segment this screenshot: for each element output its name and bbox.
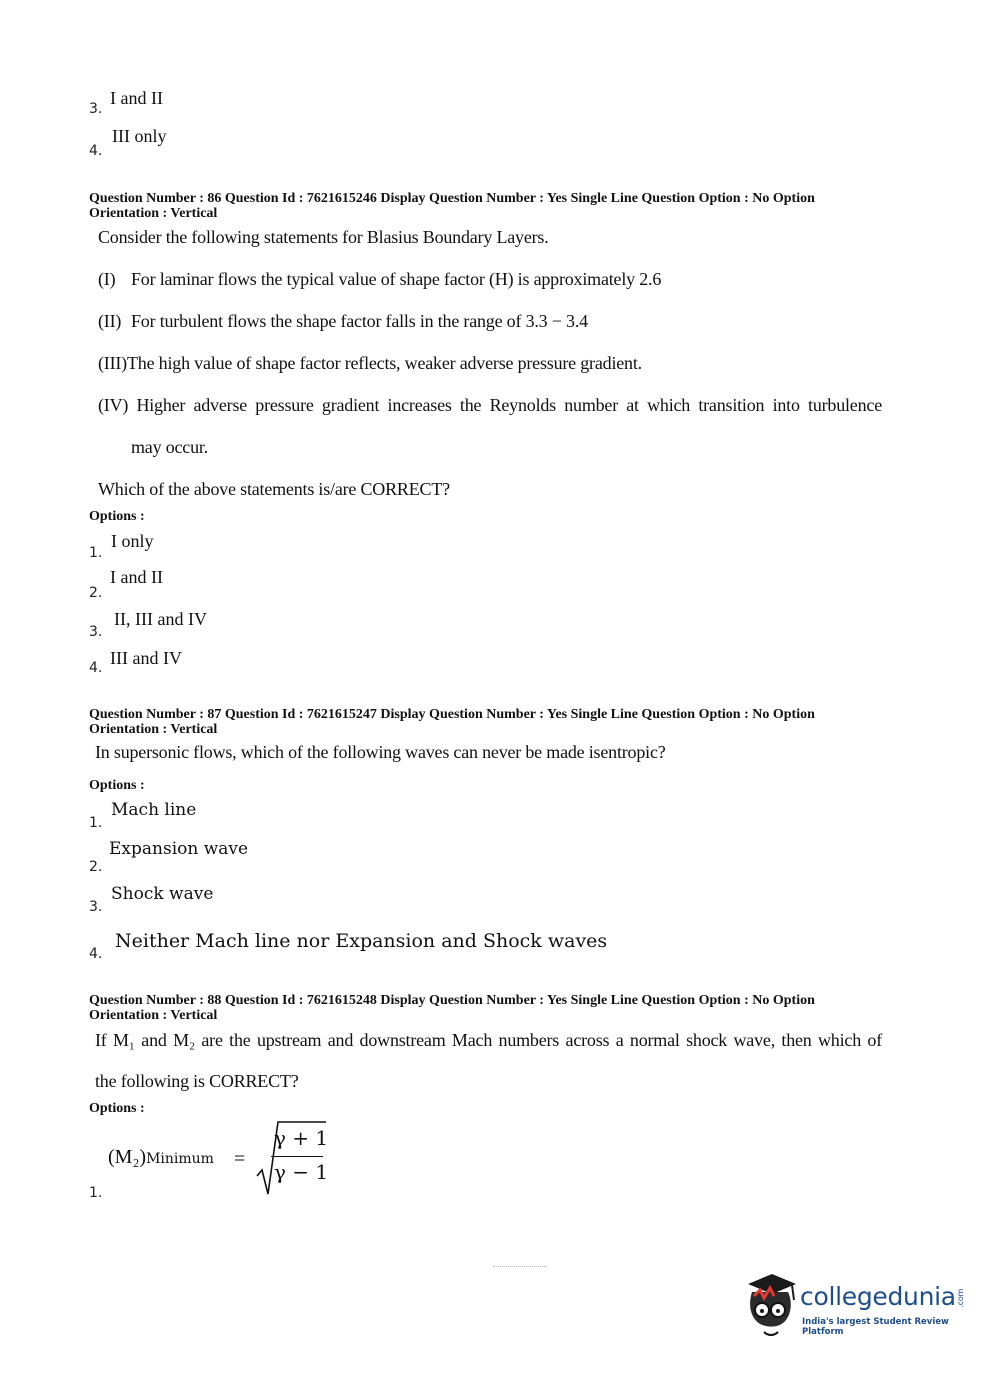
option-text: Neither Mach line nor Expansion and Shock waves xyxy=(115,930,608,952)
formula-equals: = xyxy=(234,1148,246,1170)
formula-lhs-subscript: Minimum xyxy=(146,1151,214,1167)
question-prompt: Which of the above statements is/are CORRECT? xyxy=(98,479,450,499)
option-number: 1. xyxy=(89,815,103,831)
option-number: 4. xyxy=(89,660,103,676)
question-meta xyxy=(89,191,889,221)
logo-suffix: .com xyxy=(955,1288,965,1308)
option-number: 4. xyxy=(89,946,103,962)
question-stem: If M₁ and M₂ are the upstream and downstream Mach numbers across a normal shock wave, then which of xyxy=(95,1030,882,1050)
question-meta-line: Orientation : Vertical xyxy=(89,722,218,737)
question-meta xyxy=(89,707,889,737)
question-meta-line: Orientation : Vertical xyxy=(89,206,218,221)
question-meta xyxy=(89,993,889,1023)
option-number: 2. xyxy=(89,585,103,601)
statement-tag: (III) xyxy=(98,353,127,373)
option-text: III and IV xyxy=(110,648,182,668)
statement-line xyxy=(98,395,882,416)
logo-name: collegedunia xyxy=(800,1282,956,1311)
mascot-logo-icon xyxy=(742,1270,802,1340)
option-number: 4. xyxy=(89,143,103,159)
statement-item xyxy=(98,353,642,374)
option-text: I and II xyxy=(110,567,163,587)
logo-wordmark xyxy=(800,1282,965,1311)
statement-item xyxy=(98,311,588,332)
question-meta-line: Question Number : 88 Question Id : 7621615248 Display Question Number : Yes Single Line Question Option : No Option xyxy=(89,993,815,1008)
options-label: Options : xyxy=(89,778,145,793)
question-stem-continuation: the following is CORRECT? xyxy=(95,1071,299,1091)
statement-tag: (II) xyxy=(98,311,122,331)
question-meta-line: Question Number : 87 Question Id : 7621615247 Display Question Number : Yes Single Line Question Option : No Option xyxy=(89,707,815,722)
option-number: 3. xyxy=(89,101,103,117)
statement-item xyxy=(98,269,661,290)
question-meta-line: Question Number : 86 Question Id : 7621615246 Display Question Number : Yes Single Line Question Option : No Option xyxy=(89,191,815,206)
option-text: I and II xyxy=(110,88,163,108)
logo-tagline: India's largest Student Review Platform xyxy=(802,1317,949,1337)
option-number: 3. xyxy=(89,624,103,640)
options-label: Options : xyxy=(89,1101,145,1116)
statement-item xyxy=(98,395,882,416)
question-stem: In supersonic flows, which of the following waves can never be made isentropic? xyxy=(95,742,666,762)
statement-tag: (I) xyxy=(98,269,116,289)
option-number: 1. xyxy=(89,1185,103,1201)
question-stem: Consider the following statements for Blasius Boundary Layers. xyxy=(98,227,549,247)
statement-text: For laminar flows the typical value of shape factor (H) is approximately 2.6 xyxy=(131,269,662,289)
option-text: I only xyxy=(111,531,154,551)
options-label: Options : xyxy=(89,509,145,524)
formula-numerator: γ + 1 xyxy=(274,1126,329,1150)
option-number: 1. xyxy=(89,545,103,561)
question-meta-line: Orientation : Vertical xyxy=(89,1008,218,1023)
formula-lhs xyxy=(108,1146,214,1169)
statement-text: The high value of shape factor reflects, weaker adverse pressure gradient. xyxy=(126,353,642,373)
collegedunia-logo xyxy=(742,1270,972,1340)
statement-continuation: may occur. xyxy=(131,437,208,457)
option-text: Expansion wave xyxy=(109,839,249,859)
formula-lhs-var: (M₂) xyxy=(108,1146,147,1168)
option-number: 2. xyxy=(89,859,103,875)
fraction-bar xyxy=(271,1156,323,1157)
statement-text: Higher adverse pressure gradient increases the Reynolds number at which transition into turbulence xyxy=(136,395,882,415)
option-text: II, III and IV xyxy=(114,609,207,629)
option-number: 3. xyxy=(89,899,103,915)
formula-denominator: γ − 1 xyxy=(274,1160,329,1184)
option-text: Shock wave xyxy=(111,884,214,904)
scan-mark xyxy=(493,1266,547,1268)
statement-text: For turbulent flows the shape factor falls in the range of 3.3 − 3.4 xyxy=(131,311,588,331)
formula-option xyxy=(108,1118,348,1198)
option-text: Mach line xyxy=(111,800,197,820)
statement-tag: (IV) xyxy=(98,395,129,415)
option-text: III only xyxy=(112,126,167,146)
